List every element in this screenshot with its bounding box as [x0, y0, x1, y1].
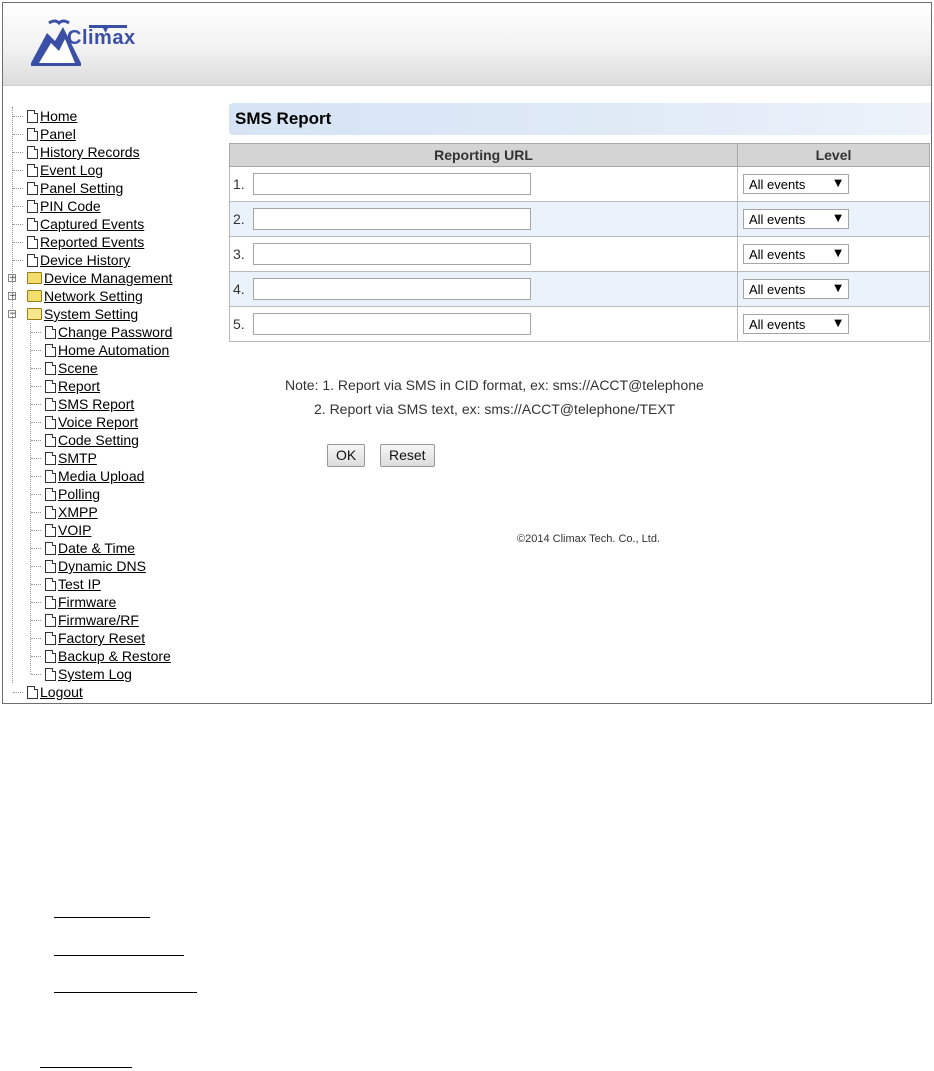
sidebar-item-label[interactable]: Code Setting	[58, 432, 139, 448]
level-select-value: All events	[749, 282, 806, 297]
blank-line	[54, 992, 197, 993]
document-icon	[45, 362, 56, 375]
level-cell	[738, 272, 930, 307]
sidebar-item[interactable]	[27, 161, 103, 179]
document-icon	[27, 182, 38, 195]
dropdown-arrow-icon: ▼	[834, 248, 842, 259]
reporting-url-input[interactable]	[253, 243, 531, 265]
document-icon	[45, 488, 56, 501]
document-icon	[45, 560, 56, 573]
document-icon	[45, 524, 56, 537]
tree-connector	[31, 332, 41, 333]
sidebar-item[interactable]	[45, 647, 171, 665]
header-level: Level	[738, 144, 930, 167]
row-number: 1.	[233, 176, 245, 192]
header-reporting-url: Reporting URL	[230, 144, 738, 167]
document-icon	[45, 470, 56, 483]
document-icon	[45, 452, 56, 465]
tree-connector	[31, 404, 41, 405]
tree-connector	[13, 134, 23, 135]
page-title: SMS Report	[235, 109, 332, 128]
sidebar-item[interactable]	[27, 143, 140, 161]
sidebar-item[interactable]	[27, 215, 144, 233]
page-title-bar	[229, 103, 931, 135]
tree-connector	[31, 512, 41, 513]
reporting-url-input[interactable]	[253, 313, 531, 335]
sidebar-item[interactable]	[27, 305, 138, 323]
document-icon	[45, 668, 56, 681]
sidebar-item-label[interactable]: SMTP	[58, 450, 97, 466]
sidebar-item[interactable]	[27, 287, 143, 305]
sidebar-item-label[interactable]: System Log	[58, 666, 132, 682]
sidebar-item-label[interactable]: Dynamic DNS	[58, 558, 146, 574]
sidebar-item[interactable]	[45, 629, 145, 647]
document-icon	[45, 578, 56, 591]
dropdown-arrow-icon: ▼	[834, 213, 842, 224]
sidebar-item[interactable]	[45, 665, 132, 683]
level-select-value: All events	[749, 177, 806, 192]
table-row	[230, 272, 930, 307]
url-cell	[230, 167, 738, 202]
sidebar-item-label[interactable]: Panel	[40, 126, 76, 142]
document-icon	[27, 164, 38, 177]
tree-connector	[31, 350, 41, 351]
level-select-value: All events	[749, 247, 806, 262]
url-cell	[230, 307, 738, 342]
sidebar-item[interactable]	[27, 269, 172, 287]
sidebar-item-label[interactable]: Device History	[40, 252, 131, 268]
note-line-1: Note: 1. Report via SMS in CID format, ex: sms://ACCT@telephone	[285, 377, 704, 393]
level-select[interactable]	[743, 314, 849, 334]
sidebar-item[interactable]	[45, 467, 144, 485]
dropdown-arrow-icon: ▼	[834, 283, 842, 294]
sidebar-item[interactable]	[45, 539, 135, 557]
tree-connector	[31, 674, 41, 675]
row-number: 4.	[233, 281, 245, 297]
document-icon	[27, 110, 38, 123]
folder-icon	[27, 272, 42, 284]
level-select-value: All events	[749, 317, 806, 332]
document-icon	[27, 200, 38, 213]
sidebar-item-label[interactable]: Change Password	[58, 324, 173, 340]
sidebar-item-label[interactable]: Voice Report	[58, 414, 139, 430]
sidebar-item[interactable]	[27, 197, 101, 215]
dropdown-arrow-icon: ▼	[834, 318, 842, 329]
tree-connector	[13, 242, 23, 243]
blank-line	[40, 1067, 132, 1068]
sidebar-item-label[interactable]: Test IP	[58, 576, 101, 592]
level-cell	[738, 307, 930, 342]
sidebar-item-label[interactable]: Home	[40, 108, 78, 124]
sidebar-item-label[interactable]: System Setting	[44, 306, 139, 322]
tree-connector	[31, 584, 41, 585]
ok-button[interactable]: OK	[327, 444, 365, 467]
expand-icon[interactable]: +	[9, 291, 17, 301]
document-icon	[45, 650, 56, 663]
tree-connector	[31, 638, 41, 639]
blank-line	[54, 917, 150, 918]
tree-connector	[13, 260, 23, 261]
document-icon	[45, 326, 56, 339]
sidebar-item[interactable]	[27, 683, 83, 701]
sidebar-item-label[interactable]: Panel Setting	[40, 180, 124, 196]
document-icon	[27, 236, 38, 249]
document-icon	[45, 542, 56, 555]
sidebar-item[interactable]	[45, 431, 139, 449]
sidebar-item-label[interactable]: Network Setting	[44, 288, 143, 304]
tree-connector	[31, 458, 41, 459]
note-text	[285, 373, 704, 421]
tree-connector	[31, 440, 41, 441]
tree-connector	[31, 386, 41, 387]
browser-frame	[2, 2, 932, 704]
tree-connector	[31, 422, 41, 423]
tree-connector	[13, 152, 23, 153]
sidebar-item[interactable]	[45, 413, 138, 431]
tree-connector	[31, 530, 41, 531]
document-icon	[27, 218, 38, 231]
level-cell	[738, 202, 930, 237]
tree-connector	[31, 620, 41, 621]
tree-line	[12, 107, 13, 683]
sidebar-item-label[interactable]: Firmware	[58, 594, 117, 610]
collapse-icon[interactable]: −	[9, 309, 17, 319]
sidebar-item-label[interactable]: Logout	[40, 684, 83, 700]
sms-report-table	[229, 143, 930, 342]
header	[3, 3, 931, 86]
tree-connector	[13, 116, 23, 117]
level-select[interactable]	[743, 174, 849, 194]
tree-connector	[13, 224, 23, 225]
sidebar-item[interactable]	[45, 323, 172, 341]
table-row	[230, 167, 930, 202]
url-cell	[230, 237, 738, 272]
level-select[interactable]	[743, 244, 849, 264]
sidebar-item[interactable]	[45, 611, 139, 629]
sidebar-item[interactable]	[45, 341, 169, 359]
sidebar-item-label[interactable]: Captured Events	[40, 216, 145, 232]
sidebar-item-label[interactable]: XMPP	[58, 504, 98, 520]
sidebar-item-label[interactable]: VOIP	[58, 522, 92, 538]
reporting-url-input[interactable]	[253, 173, 531, 195]
document-icon	[45, 596, 56, 609]
tree-connector	[31, 602, 41, 603]
sidebar-item-label[interactable]: Backup & Restore	[58, 648, 171, 664]
sidebar-item-label[interactable]: Event Log	[40, 162, 104, 178]
tree-connector	[31, 476, 41, 477]
row-number: 3.	[233, 246, 245, 262]
sidebar-item[interactable]	[45, 575, 101, 593]
document-icon	[45, 380, 56, 393]
tree-connector	[31, 566, 41, 567]
document-icon	[45, 614, 56, 627]
sidebar-item[interactable]	[45, 503, 98, 521]
sidebar-item[interactable]	[27, 179, 123, 197]
document-icon	[45, 434, 56, 447]
sidebar-item[interactable]	[27, 233, 144, 251]
table-row	[230, 237, 930, 272]
table-row	[230, 202, 930, 237]
sidebar-item-label[interactable]: Reported Events	[40, 234, 145, 250]
folder-icon	[27, 290, 42, 302]
sidebar-item-label[interactable]: Date & Time	[58, 540, 136, 556]
document-icon	[45, 398, 56, 411]
sidebar-item[interactable]	[45, 377, 100, 395]
sidebar-item[interactable]	[27, 125, 76, 143]
sidebar-item-label[interactable]: Media Upload	[58, 468, 145, 484]
document-icon	[27, 686, 38, 699]
document-icon	[27, 146, 38, 159]
url-cell	[230, 272, 738, 307]
document-icon	[27, 128, 38, 141]
row-number: 5.	[233, 316, 245, 332]
tree-connector	[31, 548, 41, 549]
sidebar-item-label[interactable]: History Records	[40, 144, 140, 160]
tree-connector	[13, 206, 23, 207]
row-number: 2.	[233, 211, 245, 227]
level-select[interactable]	[743, 209, 849, 229]
sidebar-item-label[interactable]: SMS Report	[58, 396, 135, 412]
blank-line	[54, 955, 184, 956]
tree-line	[30, 323, 31, 674]
level-select[interactable]	[743, 279, 849, 299]
sidebar-item-label[interactable]: PIN Code	[40, 198, 101, 214]
dropdown-arrow-icon: ▼	[834, 178, 842, 189]
document-icon	[45, 416, 56, 429]
sidebar-item-label[interactable]: Polling	[58, 486, 101, 502]
sidebar-item[interactable]	[45, 449, 97, 467]
sidebar-item-label[interactable]: Device Management	[44, 270, 173, 286]
expand-icon[interactable]: +	[9, 273, 17, 283]
sidebar-item-label[interactable]: Factory Reset	[58, 630, 146, 646]
sidebar-item[interactable]	[45, 593, 116, 611]
document-icon	[45, 506, 56, 519]
sidebar-item[interactable]	[27, 251, 130, 269]
sidebar-tree	[3, 103, 213, 703]
sidebar-item[interactable]	[45, 359, 98, 377]
tree-connector	[13, 188, 23, 189]
tree-connector	[31, 656, 41, 657]
sidebar-item-label[interactable]: Home Automation	[58, 342, 170, 358]
level-cell	[738, 167, 930, 202]
url-cell	[230, 202, 738, 237]
sidebar-item[interactable]	[45, 395, 134, 413]
copyright: ©2014 Climax Tech. Co., Ltd.	[517, 533, 661, 545]
document-icon	[45, 632, 56, 645]
sidebar-item[interactable]	[45, 485, 100, 503]
folder-open-icon	[27, 308, 42, 320]
tree-connector	[31, 368, 41, 369]
sidebar-item[interactable]	[45, 521, 91, 539]
sidebar-item[interactable]	[45, 557, 146, 575]
sidebar-item-label[interactable]: Report	[58, 378, 101, 394]
tree-connector	[13, 692, 23, 693]
tree-connector	[13, 170, 23, 171]
tree-connector	[31, 494, 41, 495]
sidebar-item-label[interactable]: Firmware/RF	[58, 612, 139, 628]
document-icon	[27, 254, 38, 267]
reporting-url-input[interactable]	[253, 278, 531, 300]
sidebar-item[interactable]	[27, 107, 77, 125]
brand-name: Climax	[67, 27, 136, 49]
level-select-value: All events	[749, 212, 806, 227]
table-row	[230, 307, 930, 342]
reset-button[interactable]: Reset	[380, 444, 435, 467]
note-line-2: 2. Report via SMS text, ex: sms://ACCT@telephone/TEXT	[314, 401, 676, 417]
sidebar-item-label[interactable]: Scene	[58, 360, 98, 376]
document-icon	[45, 344, 56, 357]
reporting-url-input[interactable]	[253, 208, 531, 230]
level-cell	[738, 237, 930, 272]
